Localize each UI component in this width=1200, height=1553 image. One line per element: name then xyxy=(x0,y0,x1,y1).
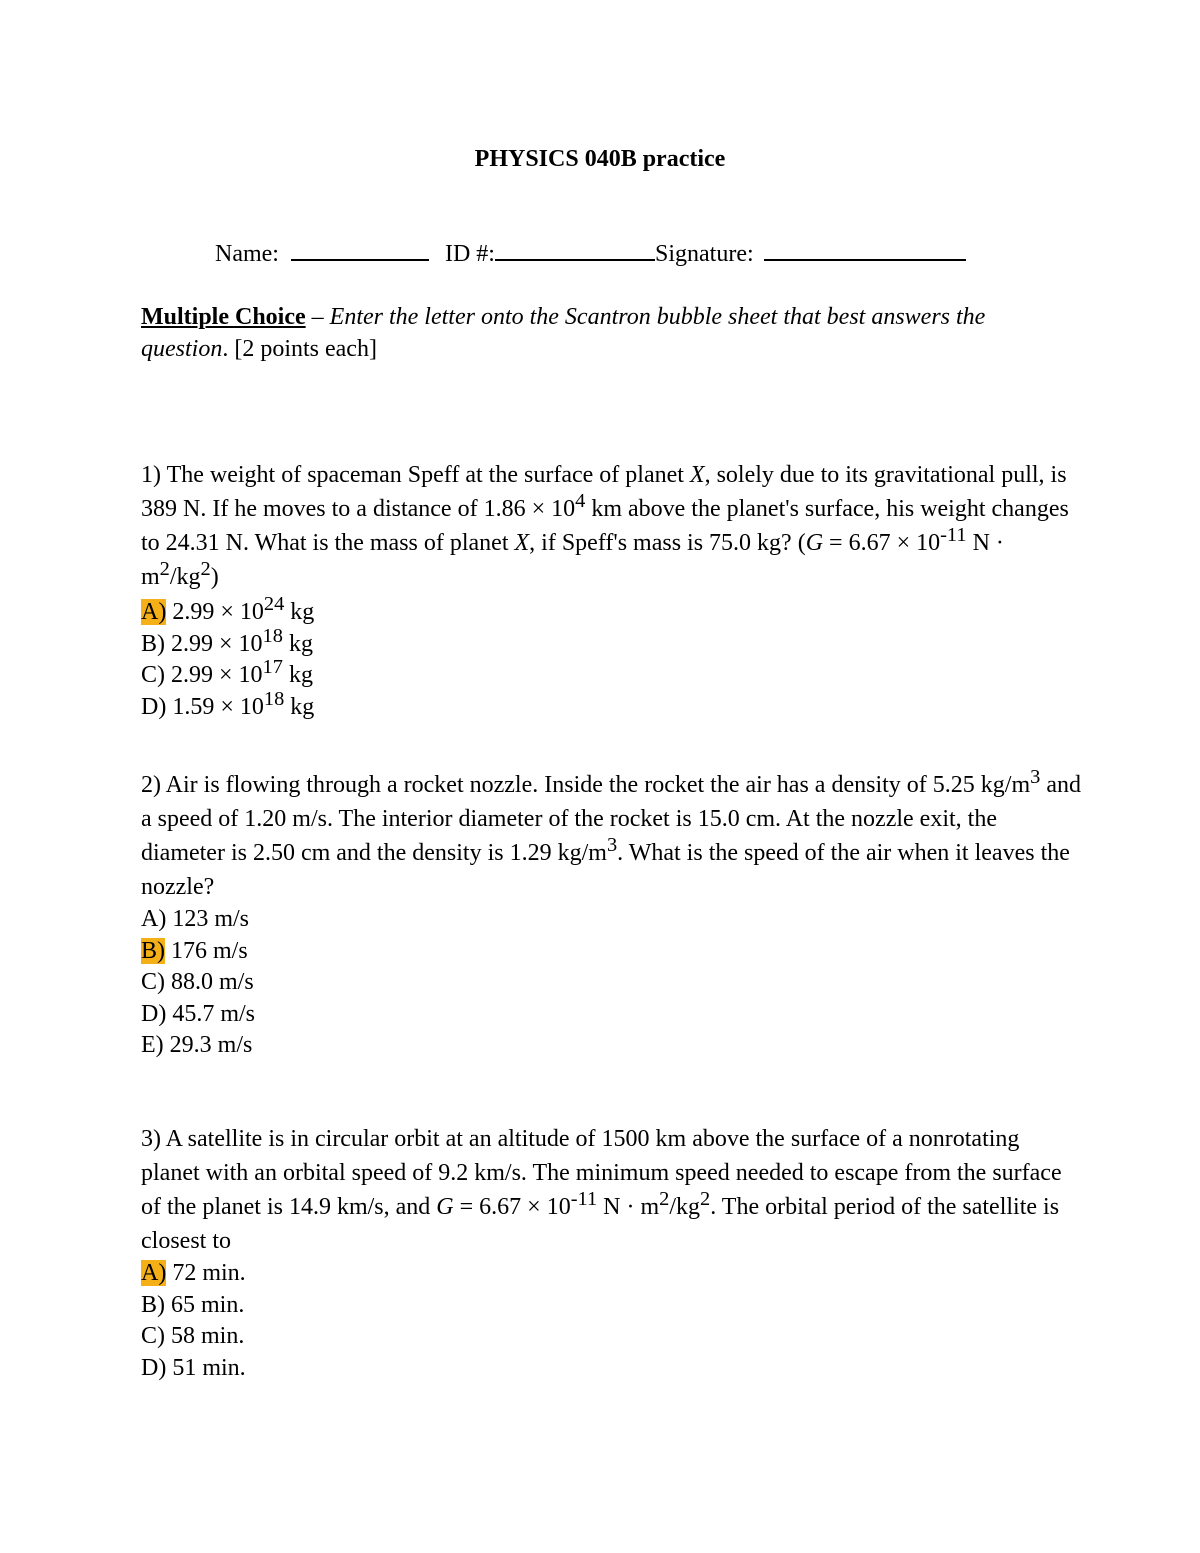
variable-x: X xyxy=(689,462,705,488)
option-text: 2.99 × 10 xyxy=(165,662,263,688)
answer-option-d[interactable] xyxy=(141,999,1081,1031)
id-label: ID #: xyxy=(444,241,495,267)
answer-options xyxy=(141,592,1081,723)
name-label: Name: xyxy=(215,241,279,267)
instructions-points: . [2 points each] xyxy=(222,336,377,362)
option-letter: B) xyxy=(141,1291,165,1318)
option-letter: D) xyxy=(141,1000,167,1027)
stem-text: = 6.67 × 10 xyxy=(453,1194,571,1220)
option-text: 72 min. xyxy=(166,1260,246,1286)
option-letter: C) xyxy=(141,1323,165,1349)
answer-option-a[interactable] xyxy=(141,904,1081,936)
variable-g: G xyxy=(436,1194,454,1220)
option-text: 1.59 × 10 xyxy=(166,693,264,720)
instructions-dash: – xyxy=(305,304,330,330)
variable-x: X xyxy=(514,530,530,556)
stem-text: , if Speff's mass is 75.0 kg? ( xyxy=(529,530,806,556)
stem-text: . What is the speed of the air when it leaves the nozzle? xyxy=(141,840,1070,900)
exponent: 18 xyxy=(262,624,283,647)
question-number: 3) xyxy=(141,1126,161,1152)
exponent: 3 xyxy=(606,833,618,856)
name-blank[interactable] xyxy=(291,239,429,261)
answer-option-d[interactable] xyxy=(141,1353,1081,1385)
question-number: 1) xyxy=(141,462,161,488)
student-info-line xyxy=(215,238,966,270)
section-heading: Multiple Choice xyxy=(141,304,306,330)
exponent: 2 xyxy=(200,557,211,580)
option-letter: B) xyxy=(141,937,165,964)
option-text: 65 min. xyxy=(165,1291,245,1318)
option-text: 51 min. xyxy=(166,1354,246,1381)
option-unit: kg xyxy=(284,693,315,720)
exponent: 2 xyxy=(159,557,170,580)
stem-text: ) xyxy=(210,564,219,590)
signature-label: Signature: xyxy=(654,241,754,267)
exponent: -11 xyxy=(570,1187,598,1210)
exponent: 18 xyxy=(263,687,285,710)
question-2 xyxy=(141,765,1081,1062)
answer-options xyxy=(141,1258,1081,1384)
option-letter: E) xyxy=(141,1032,164,1058)
answer-option-e[interactable] xyxy=(141,1030,1081,1062)
option-text: 58 min. xyxy=(165,1323,245,1349)
stem-text: /kg xyxy=(169,564,201,590)
stem-text: A satellite is in circular orbit at an altitude of 1500 km above the surface of a nonrotating planet with an orbital speed of 9.2 km/s. The minimum speed needed to escape from the surface of the planet is 14.9 km/s, and xyxy=(141,1126,1062,1220)
answer-option-c[interactable] xyxy=(141,1321,1081,1353)
option-unit: kg xyxy=(282,630,313,657)
answer-option-d[interactable] xyxy=(141,687,1081,724)
page-title: PHYSICS 040B practice xyxy=(474,146,726,172)
option-unit: kg xyxy=(282,662,313,688)
option-text: 45.7 m/s xyxy=(166,1000,256,1027)
exponent: 2 xyxy=(659,1187,670,1210)
option-text: 29.3 m/s xyxy=(163,1032,253,1058)
exponent: 2 xyxy=(700,1187,711,1210)
option-letter: D) xyxy=(141,1354,167,1381)
stem-text: N · m xyxy=(141,530,1004,590)
question-number: 2) xyxy=(141,772,161,798)
stem-text: The weight of spaceman Speff at the surface of planet xyxy=(161,462,690,488)
stem-text: Air is flowing through a rocket nozzle. Inside the rocket the air has a density of 5.25 kg/m xyxy=(161,772,1031,798)
id-blank[interactable] xyxy=(495,239,655,261)
stem-text: = 6.67 × 10 xyxy=(823,530,941,556)
option-text: 176 m/s xyxy=(165,937,248,964)
variable-g: G xyxy=(805,530,824,556)
option-letter: C) xyxy=(141,662,165,688)
option-letter: B) xyxy=(141,630,165,657)
option-text: 2.99 × 10 xyxy=(166,599,264,625)
option-text: 88.0 m/s xyxy=(165,969,254,995)
option-unit: kg xyxy=(284,599,315,625)
question-stem xyxy=(141,765,1081,904)
question-1 xyxy=(141,458,1081,723)
answer-option-b[interactable] xyxy=(141,1290,1081,1322)
option-letter: A) xyxy=(141,1260,167,1286)
stem-text: . The orbital period of the satellite is closest to xyxy=(141,1194,1060,1254)
question-stem xyxy=(141,1122,1081,1258)
option-text: 123 m/s xyxy=(166,906,250,932)
exponent: 17 xyxy=(262,655,283,678)
stem-text: and a speed of 1.20 m/s. The interior diameter of the rocket is 15.0 cm. At the nozzle exit, the diameter is 2.50 cm and the density is 1.29 kg/m xyxy=(141,772,1081,866)
answer-options xyxy=(141,904,1081,1062)
option-letter: C) xyxy=(141,969,165,995)
stem-text: , solely due to its gravitational pull, is 389 N. If he moves to a distance of 1.86 × 10 xyxy=(141,462,1067,522)
question-stem xyxy=(141,458,1081,594)
exponent: 24 xyxy=(263,592,285,615)
option-letter: A) xyxy=(141,599,167,625)
answer-option-b[interactable] xyxy=(141,936,1081,968)
instructions xyxy=(141,301,1061,365)
exponent: 4 xyxy=(575,489,586,512)
stem-text: N · m xyxy=(597,1194,660,1220)
stem-text: km above the planet's surface, his weight changes to 24.31 N. What is the mass of planet xyxy=(141,496,1069,556)
signature-blank[interactable] xyxy=(764,239,966,261)
question-3 xyxy=(141,1122,1081,1384)
exponent: 3 xyxy=(1030,765,1041,788)
option-letter: D) xyxy=(141,693,167,720)
stem-text: /kg xyxy=(669,1194,701,1220)
option-text: 2.99 × 10 xyxy=(165,630,263,657)
answer-option-a[interactable] xyxy=(141,1258,1081,1290)
exponent: -11 xyxy=(940,523,967,546)
instructions-text: Enter the letter onto the Scantron bubble sheet that best answers the question xyxy=(141,304,986,362)
option-letter: A) xyxy=(141,906,167,932)
answer-option-c[interactable] xyxy=(141,967,1081,999)
